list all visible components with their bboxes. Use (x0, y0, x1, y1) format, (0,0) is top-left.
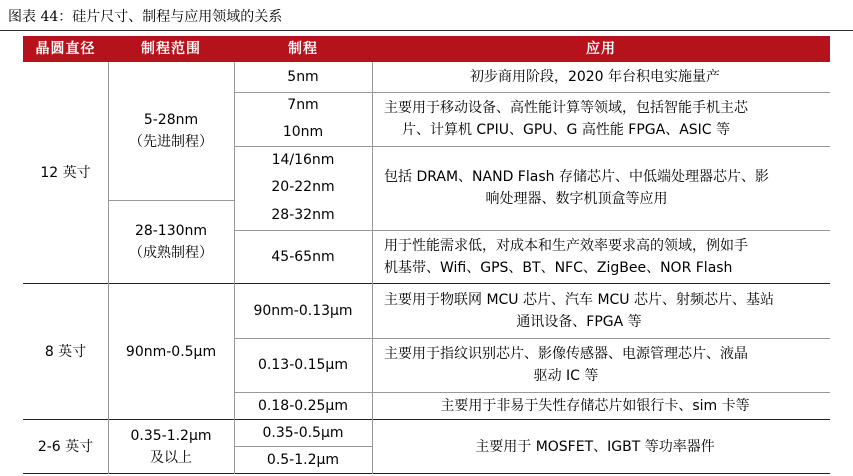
range-advanced-value: 5-28nm (143, 112, 199, 128)
table-divider-2-6-inch (23, 419, 830, 420)
application-0-13um-line2: 驱动 IC 等 (533, 368, 599, 384)
application-90nm-line2: 通讯设备、FPGA 等 (516, 314, 642, 330)
range-advanced-note: （先进制程） (129, 134, 213, 150)
caption-divider (0, 30, 853, 31)
application-7-10nm-line1: 主要用于移动设备、高性能计算等领域，包括智能手机主芯 (384, 100, 748, 116)
range-mature-value: 28-130nm (134, 223, 208, 239)
application-14-32nm (372, 146, 830, 230)
figure-caption: 图表 44：硅片尺寸、制程与应用领域的关系 (8, 9, 283, 25)
wafer-8-inch: 8 英寸 (44, 344, 87, 360)
process-0-13-0-15um: 0.13-0.15μm (258, 357, 348, 373)
row-divider (108, 200, 234, 201)
process-7nm: 7nm (287, 97, 319, 113)
application-90nm (372, 284, 830, 338)
application-90nm-line1: 主要用于物联网 MCU 芯片、汽车 MCU 芯片、射频芯片、基站 (384, 292, 775, 308)
row-divider (234, 92, 830, 93)
row-divider (234, 338, 830, 339)
application-7-10nm-line2: 片、计算机 CPIU、GPU、G 高性能 FPGA、ASIC 等 (401, 122, 731, 138)
application-14-32nm-line1: 包括 DRAM、NAND Flash 存储芯片、中低端处理器芯片、影 (384, 169, 769, 185)
range-mature-note: （成熟制程） (129, 245, 213, 261)
column-divider (372, 62, 373, 474)
process-45-65nm: 45-65nm (271, 249, 335, 265)
range-2-6-inch (108, 420, 234, 474)
row-divider (234, 392, 830, 393)
range-mature (108, 200, 234, 284)
wafer-2-6-inch: 2-6 英寸 (37, 439, 94, 455)
header-process-range: 制程范围 (108, 36, 234, 62)
range-8-inch: 90nm-0.5μm (125, 344, 217, 360)
application-5nm: 初步商用阶段，2020 年台积电实施量产 (469, 69, 721, 85)
header-application: 应用 (372, 36, 830, 62)
range-2-6-value: 0.35-1.2μm (130, 428, 212, 444)
process-0-5-1-2um: 0.5-1.2μm (266, 452, 340, 468)
header-wafer: 晶圆直径 (23, 36, 108, 62)
application-0-18um: 主要用于非易于失性存储芯片如银行卡、sim 卡等 (440, 398, 750, 414)
application-45-65nm-line2: 机基带、Wifi、GPS、BT、NFC、ZigBee、NOR Flash (384, 260, 733, 276)
application-7-10nm (372, 92, 830, 146)
table-divider-8-inch (23, 283, 830, 284)
application-45-65nm (372, 230, 830, 284)
process-20-22nm: 20-22nm (271, 179, 335, 195)
table-bottom-border (23, 473, 830, 474)
row-divider (234, 446, 372, 447)
application-0-13um-line1: 主要用于指纹识别芯片、影像传感器、电源管理芯片、液晶 (384, 346, 748, 362)
application-45-65nm-line1: 用于性能需求低，对成本和生产效率要求高的领域，例如手 (384, 238, 748, 254)
column-divider (108, 62, 109, 474)
process-0-35-0-5um: 0.35-0.5μm (262, 425, 344, 441)
range-2-6-note: 及以上 (149, 450, 192, 466)
column-divider (234, 62, 235, 474)
application-2-6-inch: 主要用于 MOSFET、IGBT 等功率器件 (475, 439, 715, 455)
wafer-12-inch: 12 英寸 (40, 165, 91, 181)
process-14-16nm: 14/16nm (271, 152, 335, 168)
application-14-32nm-line2: 响处理器、数字机顶盒等应用 (485, 191, 668, 207)
header-process: 制程 (234, 36, 372, 62)
row-divider (234, 146, 830, 147)
process-90nm-0-13um: 90nm-0.13μm (253, 303, 353, 319)
row-divider (234, 230, 830, 231)
process-0-18-0-25um: 0.18-0.25μm (258, 398, 348, 414)
range-advanced (108, 62, 234, 200)
application-0-13um (372, 338, 830, 392)
process-5nm: 5nm (287, 69, 319, 85)
process-10nm: 10nm (282, 124, 324, 140)
process-28-32nm: 28-32nm (271, 207, 335, 223)
